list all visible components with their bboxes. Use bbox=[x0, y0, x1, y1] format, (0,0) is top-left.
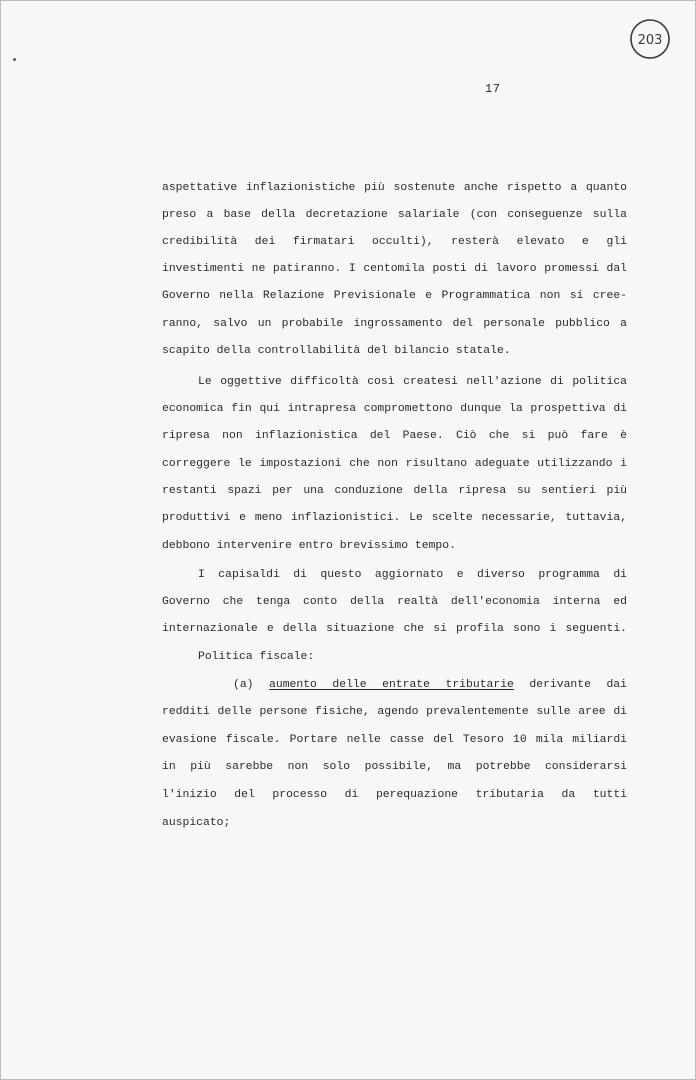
text-line: economica fin qui intrapresa compromettono dunque la prospettiva di bbox=[162, 403, 627, 415]
stamp-number: 203 bbox=[637, 33, 663, 48]
text-line: restanti spazi per una conduzione della ripresa su sentieri più bbox=[162, 485, 627, 497]
text-line: in più sarebbe non solo possibile, ma potrebbe considerarsi bbox=[162, 761, 627, 773]
text-line: debbono intervenire entro brevissimo tempo. bbox=[162, 540, 456, 552]
text-line: auspicato; bbox=[162, 817, 231, 829]
text-line: aspettative inflazionistiche più sostenute anche rispetto a quanto bbox=[162, 182, 627, 194]
text-line: Le oggettive difficoltà così createsi nell'azione di politica bbox=[198, 376, 627, 388]
text-line: produttivi e meno inflazionistici. Le scelte necessarie, tuttavia, bbox=[162, 512, 627, 524]
list-item-a-first-line bbox=[233, 678, 627, 692]
list-item-text: derivante dai bbox=[529, 679, 627, 691]
page-number: 17 bbox=[485, 82, 501, 96]
text-line: ripresa non inflazionistica del Paese. Ciò che si può fare è bbox=[162, 430, 627, 442]
text-line: l'inizio del processo di perequazione tributaria da tutti bbox=[162, 789, 627, 801]
text-line: investimenti ne patiranno. I centomila posti di lavoro promessi dal bbox=[162, 263, 627, 275]
list-marker: (a) bbox=[233, 679, 254, 691]
scan-speck bbox=[13, 58, 16, 61]
text-line: redditi delle persone fisiche, agendo prevalentemente sulle aree di bbox=[162, 706, 627, 718]
text-line: I capisaldi di questo aggiornato e diverso programma di bbox=[198, 569, 627, 581]
text-line: correggere le impostazioni che non risultano adeguate utilizzando i bbox=[162, 458, 627, 470]
text-line: ranno, salvo un probabile ingrossamento del personale pubblico a bbox=[162, 318, 627, 330]
text-line: Governo che tenga conto della realtà dell'economia interna ed bbox=[162, 596, 627, 608]
text-line: Governo nella Relazione Previsionale e Programmatica non si cree- bbox=[162, 290, 627, 302]
section-heading: Politica fiscale: bbox=[198, 651, 315, 663]
text-line: evasione fiscale. Portare nelle casse del Tesoro 10 mila miliardi bbox=[162, 734, 627, 746]
text-line: scapito della controllabilità del bilancio statale. bbox=[162, 345, 511, 357]
list-item-heading: aumento delle entrate tributarie bbox=[269, 679, 514, 691]
text-line: preso a base della decretazione salariale (con conseguenze sulla bbox=[162, 209, 627, 221]
stamp-circle-icon bbox=[628, 17, 672, 61]
text-line: internazionale e della situazione che si profila sono i seguenti. bbox=[162, 623, 627, 635]
text-line: credibilità dei firmatari occulti), resterà elevato e gli bbox=[162, 236, 627, 248]
